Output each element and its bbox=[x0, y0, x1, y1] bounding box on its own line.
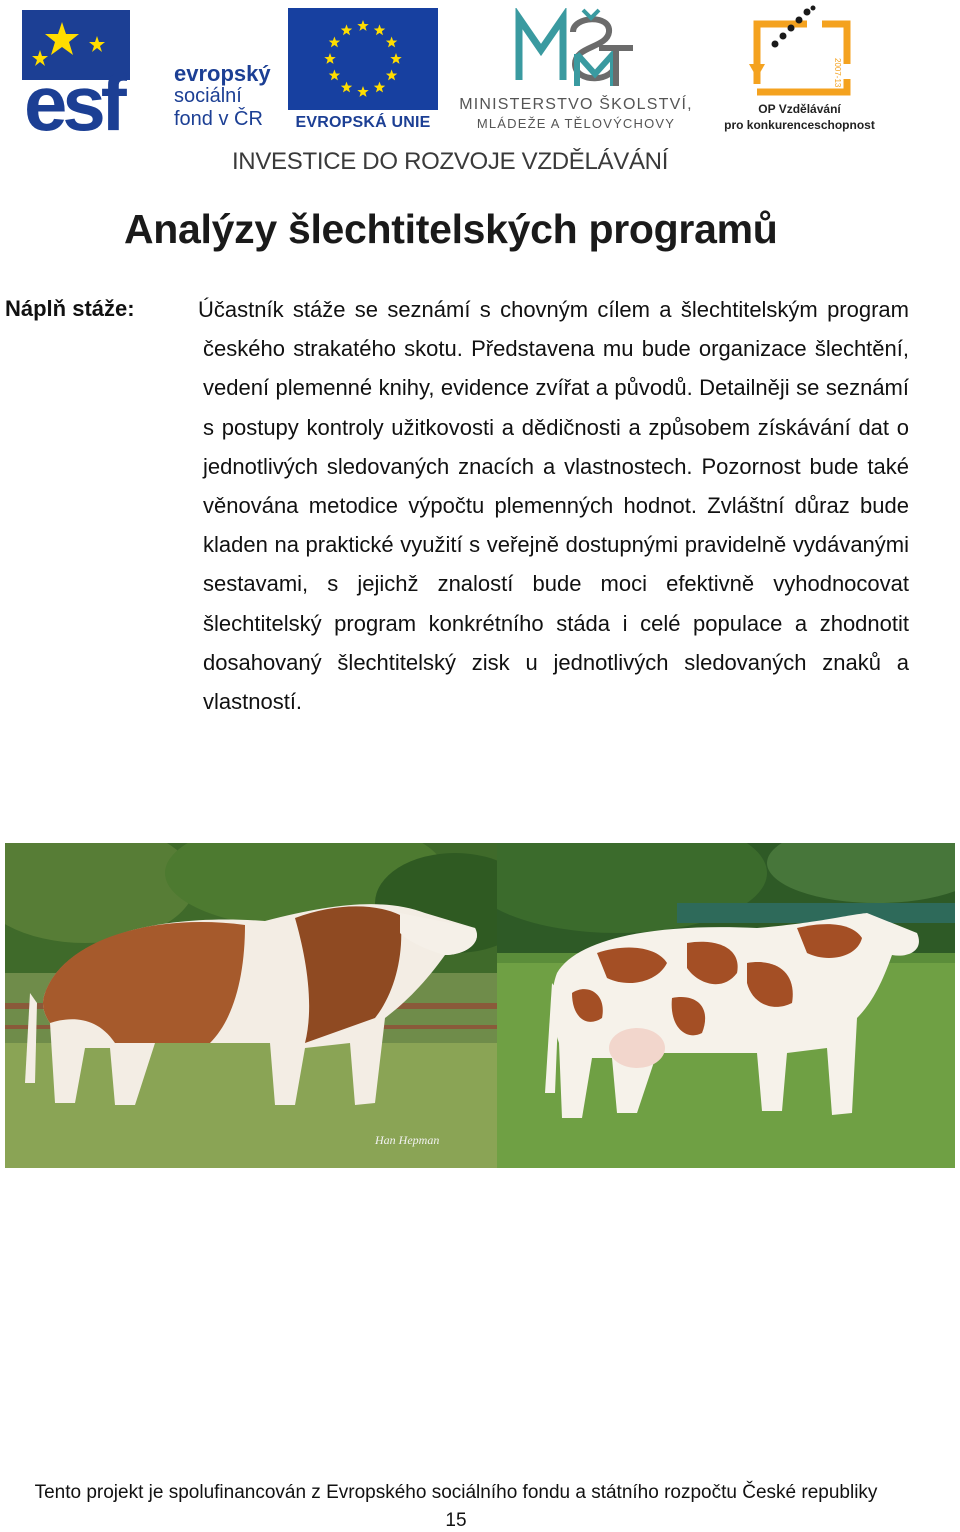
investice-tagline: INVESTICE DO ROZVOJE VZDĚLÁVÁNÍ bbox=[231, 148, 669, 175]
cow-photo bbox=[497, 843, 955, 1168]
bull-image bbox=[5, 843, 497, 1168]
op-mark-icon bbox=[747, 4, 857, 99]
op-logo bbox=[712, 4, 887, 134]
eu-logo bbox=[288, 8, 438, 133]
msmt-line1: MINISTERSTVO ŠKOLSTVÍ, bbox=[459, 96, 693, 113]
page-title: Analýzy šlechtitelských programů bbox=[124, 206, 778, 252]
section-label: Náplň stáže: bbox=[5, 296, 135, 321]
page-number: 15 bbox=[445, 1510, 467, 1531]
esf-text bbox=[174, 62, 271, 131]
body-paragraph: Účastník stáže se seznámí s chovným cílem a šlechtitelským program českého strakatého skotu. Představena mu bude organizace šlechtění, vedení plemenné knihy, evidence zvířat a původů. Detailněji se seznámí s postupy kontroly užitkovosti a dědičnosti a způsobem získávání dat o jednotlivých sledovaných znacích a vlastnostech. Pozornost bude také věnována metodice výpočtu plemenných hodnot. Zvláštní důraz bude kladen na praktické využití s veřejně dostupnými pravidelně vydávanými sestavami, s jejichž znalostí bude moci efektivně vyhodnocovat šlechtitelský program konkrétního stáda i celé populace a zhodnotit dosahovaný šlechtitelský zisk u jednotlivých sledovaných znaků a vlastností. bbox=[198, 297, 909, 715]
header-logos bbox=[0, 0, 960, 185]
svg-text:2007-13: 2007-13 bbox=[833, 58, 842, 88]
esf-logo bbox=[22, 8, 282, 133]
op-line1: OP Vzdělávání bbox=[758, 102, 841, 116]
msmt-mark-icon bbox=[511, 8, 641, 88]
eu-flag-icon bbox=[288, 8, 438, 110]
cow-image bbox=[497, 843, 955, 1168]
photo-credit: Han Hepman bbox=[375, 1133, 440, 1147]
bull-photo bbox=[5, 843, 497, 1168]
body-text bbox=[198, 290, 909, 721]
esf-line2: sociální bbox=[174, 85, 242, 107]
footer-text: Tento projekt je spolufinancován z Evropského sociálního fondu a státního rozpočtu České republiky bbox=[34, 1482, 878, 1503]
op-line2: pro konkurenceschopnost bbox=[724, 118, 875, 132]
esf-line3: fond v ČR bbox=[174, 108, 263, 130]
msmt-logo bbox=[446, 8, 706, 133]
esf-mark-icon bbox=[22, 10, 162, 135]
eu-caption: EVROPSKÁ UNIE bbox=[295, 114, 431, 131]
svg-text:esf: esf bbox=[24, 59, 122, 135]
msmt-line2: MLÁDEŽE A TĚLOVÝCHOVY bbox=[476, 116, 676, 131]
esf-line1: evropský bbox=[174, 61, 271, 86]
